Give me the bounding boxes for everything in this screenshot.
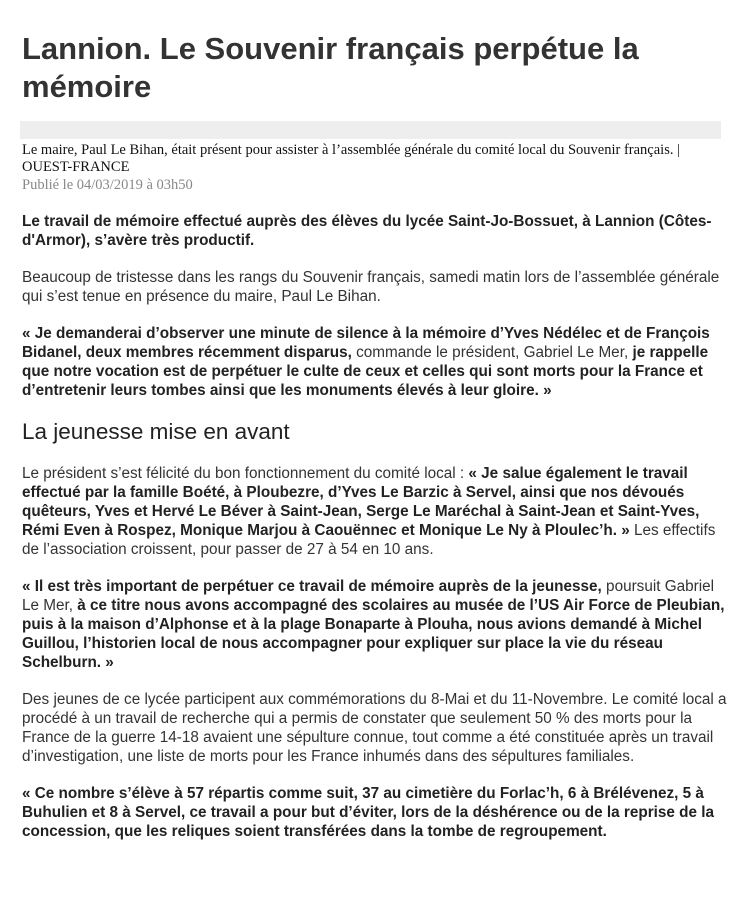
section-heading: La jeunesse mise en avant: [22, 419, 290, 444]
article-image-placeholder: [20, 121, 721, 139]
paragraph-text: Les effectifs de l’association croissent, pour passer de 27 à 54 en 10 ans.: [22, 522, 716, 558]
image-caption: Le maire, Paul Le Bihan, était présent pour assister à l’assemblée générale du comité local du Souvenir français. | OUEST-FRANCE: [22, 142, 680, 175]
attribution-text: commande le président, Gabriel Le Mer,: [351, 344, 633, 361]
quote-text: « Il est très important de perpétuer ce travail de mémoire auprès de la jeunesse,: [22, 578, 602, 595]
quote-text: « Je salue également le travail effectué par la famille Boété, à Ploubezre, d’Yves Le Barzic à Servel, ainsi que nos dévoués quêteurs, Yves et Hervé Le Béver à Saint-Jean, Serge Le Maréchal à Saint-Jean et Saint-Yves, Rémi Even à Rospez, Monique Marjou à Caouënnec et Monique Le Ny à Ploulec’h. »: [22, 465, 700, 539]
quote-text: « Je demanderai d’observer une minute de silence à la mémoire d’Yves Nédélec et de François Bidanel, deux membres récemment disparus,: [22, 325, 710, 361]
article-paragraph-quote: [22, 577, 727, 672]
published-date: Publié le 04/03/2019 à 03h50: [22, 177, 193, 193]
article-body: [22, 212, 727, 859]
quote-text: à ce titre nous avons accompagné des scolaires au musée de l’US Air Force de Pleubian, puis à la maison d’Alphonse et à la plage Bonaparte à Plouha, nous avions demandé à Michel Guillou, l’historien local de nous accompagner pour expliquer sur place la vie du réseau Schelburn. »: [22, 597, 725, 671]
article-paragraph-quote: [22, 464, 727, 559]
attribution-text: poursuit Gabriel Le Mer,: [22, 578, 715, 614]
article-title: Lannion. Le Souvenir français perpétue la mémoire: [22, 31, 639, 104]
article-paragraph-quote: [22, 784, 727, 841]
article-paragraph: Beaucoup de tristesse dans les rangs du Souvenir français, samedi matin lors de l’assemblée générale qui s’est tenue en présence du maire, Paul Le Bihan.: [22, 269, 720, 305]
quote-text: je rappelle que notre vocation est de perpétuer le culte de ceux et celles qui sont morts pour la France et d’entretenir leurs tombes ainsi que les monuments élevés à leur gloire. »: [22, 344, 709, 399]
paragraph-text: Le président s’est félicité du bon fonctionnement du comité local :: [22, 465, 469, 482]
article-lead: Le travail de mémoire effectué auprès des élèves du lycée Saint-Jo-Bossuet, à Lannion (Côtes-d'Armor), s’avère très productif.: [22, 213, 712, 249]
quote-text: « Ce nombre s’élève à 57 répartis comme suit, 37 au cimetière du Forlac’h, 6 à Brélévenez, 5 à Buhulien et 8 à Servel, ce travail a pour but d’éviter, lors de la déshérence ou de la reprise de la concession, que les reliques soient transférées dans la tombe de regroupement.: [22, 785, 715, 840]
article-paragraph: Des jeunes de ce lycée participent aux commémorations du 8-Mai et du 11-Novembre. Le comité local a procédé à un travail de recherche qui a permis de constater que seulement 50 % des morts pour la France de la guerre 14-18 avaient une sépulture connue, tout comme a été constituée après un travail d’investigation, une liste de morts pour les France inhumés dans des sépultures familiales.: [22, 691, 727, 765]
article-paragraph-quote: [22, 324, 727, 400]
